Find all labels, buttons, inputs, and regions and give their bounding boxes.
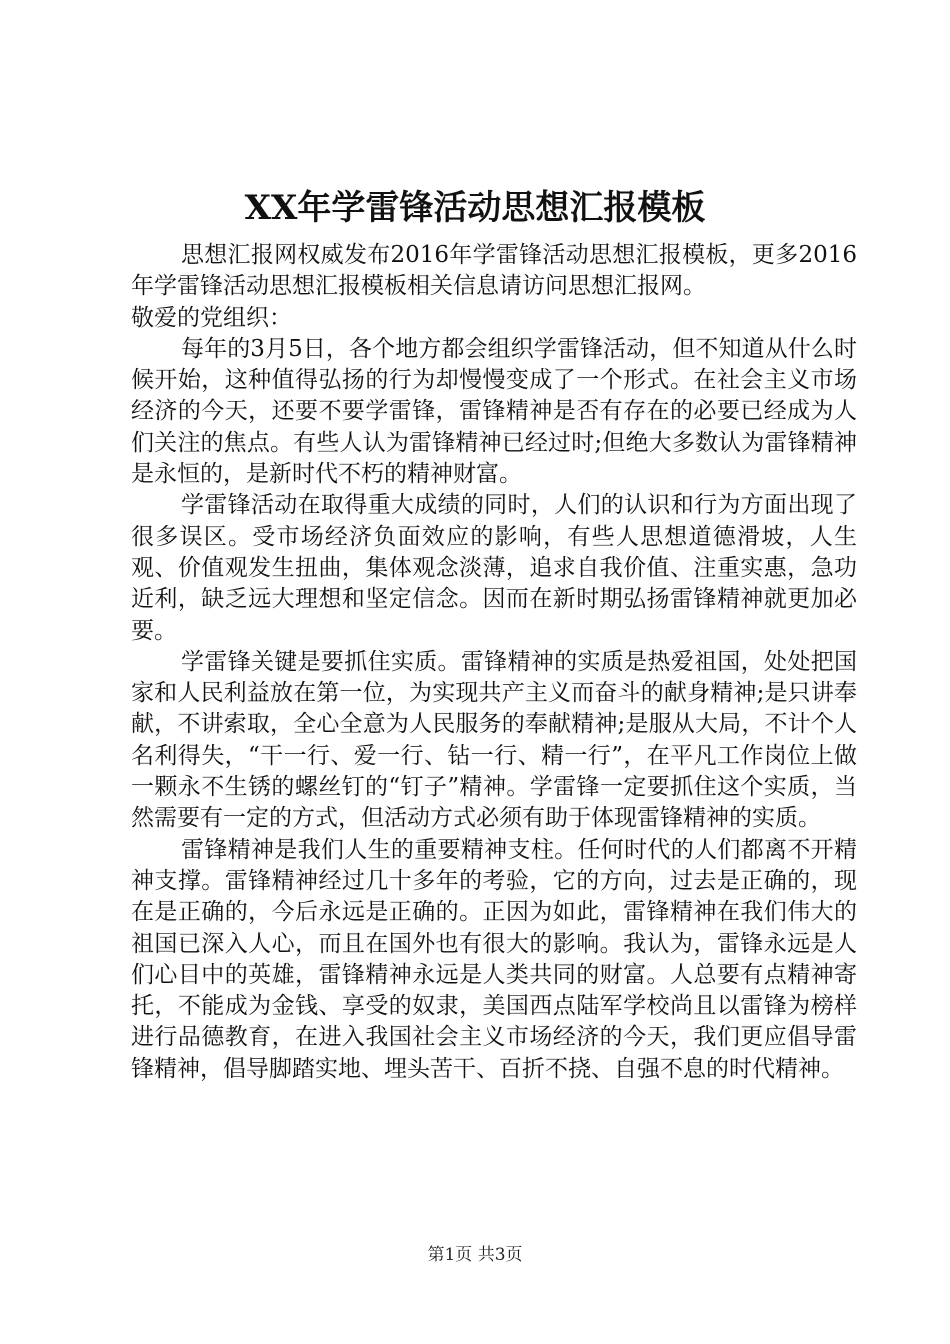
body-paragraph: 学雷锋关键是要抓住实质。雷锋精神的实质是热爱祖国，处处把国家和人民利益放在第一位，为实现共产主义而奋斗的献身精神;是只讲奉献，不讲索取，全心全意为人民服务的奉献精神;是服从大局，不计个人名利得失，“干一行、爱一行、钻一行、精一行”，在平凡工作岗位上做一颗永不生锈的螺丝钉的“钉子”精神。学雷锋一定要抓住这个实质，当然需要有一定的方式，但活动方式必须有助于体现雷锋精神的实质。 [131,648,857,832]
page-number-footer: 第1页 共3页 [427,1245,523,1265]
document-body [131,240,857,1085]
body-paragraph: 学雷锋活动在取得重大成绩的同时，人们的认识和行为方面出现了很多误区。受市场经济负面效应的影响，有些人思想道德滑坡，人生观、价值观发生扭曲，集体观念淡薄，追求自我价值、注重实惠，急功近利，缺乏远大理想和坚定信念。因而在新时期弘扬雷锋精神就更加必要。 [131,492,857,644]
body-paragraph: 雷锋精神是我们人生的重要精神支柱。任何时代的人们都离不开精神支撑。雷锋精神经过几十多年的考验，它的方向，过去是正确的，现在是正确的，今后永远是正确的。正因为如此，雷锋精神在我们伟大的祖国已深入人心，而且在国外也有很大的影响。我认为，雷锋永远是人们心目中的英雄，雷锋精神永远是人类共同的财富。人总要有点精神寄托，不能成为金钱、享受的奴隶，美国西点陆军学校尚且以雷锋为榜样进行品德教育，在进入我国社会主义市场经济的今天，我们更应倡导雷锋精神，倡导脚踏实地、埋头苦干、百折不挠、自强不息的时代精神。 [131,836,857,1082]
intro-paragraph: 思想汇报网权威发布2016年学雷锋活动思想汇报模板，更多2016年学雷锋活动思想汇报模板相关信息请访问思想汇报网。 [131,242,857,300]
document-title: XX年学雷锋活动思想汇报模板 [244,188,706,228]
salutation: 敬爱的党组织： [131,304,292,331]
body-paragraph: 每年的3月5日，各个地方都会组织学雷锋活动，但不知道从什么时候开始，这种值得弘扬的行为却慢慢变成了一个形式。在社会主义市场经济的今天，还要不要学雷锋，雷锋精神是否有存在的必要已经成为人们关注的焦点。有些人认为雷锋精神已经过时;但绝大多数认为雷锋精神是永恒的，是新时代不朽的精神财富。 [131,335,857,488]
